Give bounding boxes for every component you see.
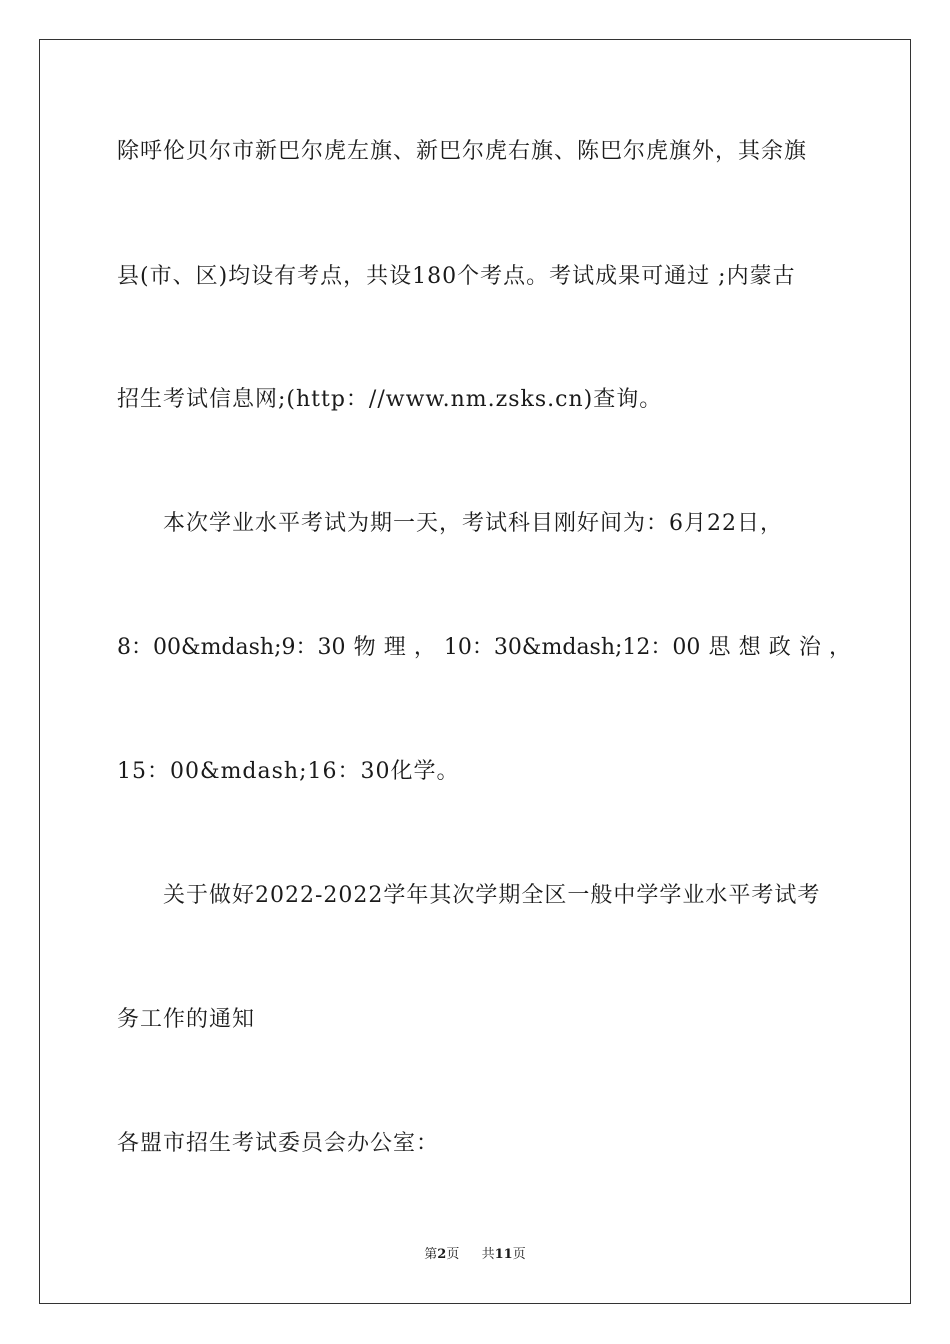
- total-prefix: 共: [481, 1247, 495, 1262]
- schedule-part: 想: [738, 635, 761, 660]
- page-prefix: 第: [424, 1247, 438, 1262]
- page-footer: [0, 1246, 950, 1264]
- total-pages: 11: [494, 1247, 513, 1262]
- schedule-part: 物: [353, 635, 376, 660]
- text-line-1: 除呼伦贝尔市新巴尔虎左旗、新巴尔虎右旗、陈巴尔虎旗外，其余旗: [117, 139, 808, 164]
- schedule-part: 思: [708, 635, 731, 660]
- total-suffix: 页: [512, 1247, 526, 1262]
- text-line-8-heading: 务工作的通知: [117, 1007, 256, 1032]
- schedule-part: 政: [768, 635, 791, 660]
- text-line-6: 15：00&mdash;16：30化学。: [117, 759, 460, 784]
- schedule-part: 10：30&mdash;12：00: [443, 635, 701, 660]
- text-line-2: 县(市、区)均设有考点，共设180个考点。考试成果可通过 ;内蒙古: [117, 264, 796, 289]
- text-line-3: 招生考试信息网;(http：//www.nm.zsks.cn)查询。: [117, 387, 663, 412]
- schedule-part: ，: [413, 635, 436, 660]
- schedule-part: ，: [828, 635, 851, 660]
- text-line-5-schedule: [117, 633, 851, 663]
- text-line-9-salutation: 各盟市招生考试委员会办公室：: [117, 1131, 440, 1156]
- page-number: 2: [437, 1247, 447, 1262]
- text-line-4: 本次学业水平考试为期一天，考试科目刚好间为：6月22日，: [163, 511, 783, 536]
- text-line-7-heading: 关于做好2022-2022学年其次学期全区一般中学学业水平考试考: [163, 883, 821, 908]
- schedule-part: 治: [798, 635, 821, 660]
- schedule-part: 8：00&mdash;9：30: [117, 635, 346, 660]
- schedule-part: 理: [383, 635, 406, 660]
- page-suffix: 页: [446, 1247, 460, 1262]
- page-border: [39, 39, 911, 1304]
